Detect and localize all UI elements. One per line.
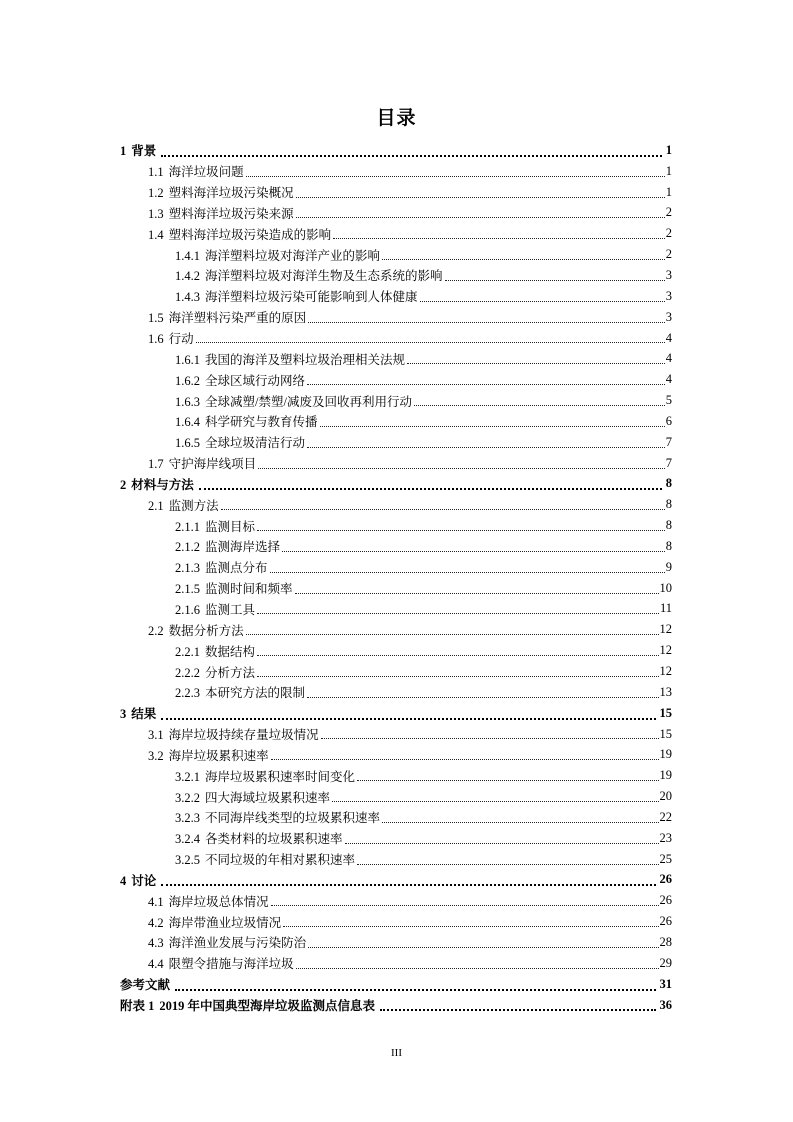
dot-leader [382,822,658,823]
toc-entry-number: 4.1 [148,894,164,909]
toc-entry-label: 海洋塑料垃圾对海洋产业的影响 [205,248,381,263]
dot-leader [307,447,665,448]
toc-entry-label: 监测目标 [205,519,256,534]
toc-entry-page: 26 [659,872,672,887]
toc-entry[interactable] [120,432,672,453]
toc-entry[interactable] [120,474,672,495]
toc-entry-number: 3.2.1 [175,769,200,784]
toc-entry-label: 海洋塑料污染严重的原因 [168,311,307,326]
toc-entry[interactable] [120,744,672,765]
toc-entry-title [175,433,307,451]
dot-leader [270,572,665,573]
toc-entry-label: 数据分析方法 [168,623,244,638]
toc-entry-page: 12 [659,622,672,637]
toc-entry-number: 2.1.2 [175,540,200,555]
toc-entry-title [175,829,345,847]
toc-entry[interactable] [120,140,672,161]
toc-entry-page: 25 [659,851,672,866]
toc-entry-title [175,412,320,430]
toc-entry-page: 26 [659,914,672,929]
toc-entry-label: 塑料海洋垃圾污染造成的影响 [168,227,332,242]
toc-entry-title [175,287,420,305]
toc-entry[interactable] [120,557,672,578]
toc-entry-number: 1.3 [148,206,164,221]
toc-entry-title [120,871,158,889]
toc-entry-title [175,517,257,535]
toc-entry-title [148,162,246,180]
toc-entry-label: 数据结构 [205,644,256,659]
toc-entry-page: 13 [659,684,672,699]
toc-entry-number: 1.6.2 [175,373,200,388]
toc-entry-number: 2.1 [148,498,164,513]
toc-entry-label: 海洋塑料垃圾对海洋生物及生态系统的影响 [205,269,443,284]
toc-entry-title [148,892,271,910]
page-title: 目录 [376,107,417,129]
dot-leader [357,864,658,865]
toc-entry-label: 全球区域行动网络 [205,373,306,388]
toc-entry-number: 1.6.3 [175,394,200,409]
toc-entry-title [175,266,445,284]
toc-entry-page: 8 [665,497,672,512]
toc-entry-number: 1.4.3 [175,290,200,305]
toc-entry-page: 5 [665,393,672,408]
dot-leader [257,676,658,677]
toc-entry-number: 2.2 [148,623,164,638]
toc-entry-page: 29 [659,955,672,970]
toc-entry-title [175,350,407,368]
dot-leader [321,738,659,739]
toc-entry-number: 1.1 [148,165,164,180]
toc-entry[interactable] [120,286,672,307]
toc-entry-number: 1.2 [148,186,164,201]
toc-entry[interactable] [120,765,672,786]
toc-entry-title [148,496,221,514]
dot-leader [257,613,659,614]
toc-entry-number: 4 [120,873,127,888]
toc-entry-label: 监测时间和频率 [205,582,293,597]
toc-entry-number: 1.6.5 [175,436,200,451]
toc-entry-title [175,850,357,868]
toc-entry-page: 4 [665,351,672,366]
toc-entry-title [148,933,308,951]
toc-entry-page: 3 [665,309,672,324]
dot-leader [271,759,659,760]
dot-leader [257,655,658,656]
toc-entry[interactable] [120,536,672,557]
dot-leader [308,947,658,948]
toc-entry-title [175,579,295,597]
toc-entry-page: 2 [665,247,672,262]
toc-entry-label: 参考文献 [120,978,171,993]
toc-entry-label: 四大海域垃圾累积速率 [205,790,331,805]
toc-entry[interactable] [120,453,672,474]
toc-entry-title [175,392,414,410]
dot-leader [246,176,665,177]
toc-entry-page: 7 [665,434,672,449]
toc-entry-number: 4.4 [148,957,164,972]
dot-leader [161,155,661,157]
toc-entry-label: 守护海岸线项目 [168,457,257,472]
toc-entry-label: 海洋塑料垃圾污染可能影响到人体健康 [205,290,418,305]
toc-entry-number: 2.2.1 [175,644,200,659]
toc-entry[interactable] [120,348,672,369]
toc-entry-number: 2.1.1 [175,519,200,534]
dot-leader [380,1009,655,1011]
toc-entry[interactable] [120,182,672,203]
toc-entry-title [120,475,196,493]
toc-entry[interactable] [120,682,672,703]
toc-entry-page: 2 [665,205,672,220]
toc-entry-number: 2.2.2 [175,665,200,680]
toc-entry-title [175,767,357,785]
toc-entry-label: 海洋垃圾问题 [168,165,244,180]
toc-entry-page: 4 [665,330,672,345]
toc-entry-number: 3.2 [148,748,164,763]
toc-entry-label: 监测方法 [168,498,219,513]
toc-entry-title [148,746,271,764]
toc-entry-title [148,725,321,743]
dot-leader [175,989,655,991]
toc-entry[interactable] [120,244,672,265]
toc-entry-page: 3 [665,288,672,303]
toc-entry-title [175,808,382,826]
toc-entry-number: 2.1.6 [175,602,200,617]
toc-entry-label: 我国的海洋及塑料垃圾治理相关法规 [205,352,406,367]
toc-entry[interactable] [120,494,672,515]
toc-entry-label: 海洋渔业发展与污染防治 [168,936,307,951]
toc-entry-number: 1.6.4 [175,415,200,430]
toc-entry-number: 1.4 [148,227,164,242]
dot-leader [332,801,658,802]
toc-entry-label: 不同海岸线类型的垃圾累积速率 [205,811,381,826]
toc-entry-title [120,975,172,993]
toc-entry-number: 3.2.4 [175,832,200,847]
toc-entry-page: 8 [665,538,672,553]
toc-entry-title [175,246,382,264]
toc-entry-title [148,308,308,326]
toc-entry-page: 12 [659,664,672,679]
dot-leader [161,718,655,720]
dot-leader [161,884,655,886]
toc-entry[interactable] [120,828,672,849]
page-number: III [391,1047,402,1059]
toc-entry-page: 31 [659,976,672,991]
toc-entry-page: 28 [659,934,672,949]
toc-entry-title [120,996,377,1014]
toc-entry-title [148,454,258,472]
toc-entry-number: 2.1.5 [175,582,200,597]
dot-leader [283,926,658,927]
dot-leader [296,217,665,218]
toc-entry-number: 1.4.2 [175,269,200,284]
dot-leader [295,593,659,594]
toc-entry-title [175,663,257,681]
toc-entry-page: 19 [659,768,672,783]
toc-entry[interactable] [120,953,672,974]
toc-entry[interactable] [120,911,672,932]
toc-entry[interactable] [120,265,672,286]
toc-entry-page: 10 [659,580,672,595]
toc-entry-label: 海岸垃圾持续存量垃圾情况 [168,728,319,743]
toc-entry-number: 3.2.5 [175,853,200,868]
toc-entry-page: 7 [665,455,672,470]
toc-entry-page: 1 [665,163,672,178]
dot-leader [308,322,665,323]
toc-entry-number: 1.6.1 [175,352,200,367]
toc-entry-number: 3.2.2 [175,790,200,805]
dot-leader [320,426,665,427]
toc-entry-label: 海岸垃圾总体情况 [168,894,269,909]
toc-entry-number: 附表 1 [120,999,155,1014]
dot-leader [221,509,665,510]
toc-entry-label: 塑料海洋垃圾污染概况 [168,186,294,201]
toc-entry-title [175,537,282,555]
toc-entry-number: 2 [120,477,127,492]
toc-entry-number: 2.2.3 [175,686,200,701]
toc-entry-label: 海岸垃圾累积速率 [168,748,269,763]
dot-leader [445,280,665,281]
toc-entry-label: 材料与方法 [131,477,194,492]
dot-leader [246,634,659,635]
toc-entry-title [175,600,257,618]
dot-leader [296,197,665,198]
toc-entry-number: 3.2.3 [175,811,200,826]
toc-entry[interactable] [120,932,672,953]
toc-entry-label: 行动 [168,332,194,347]
toc-entry-page: 12 [659,643,672,658]
dot-leader [282,551,665,552]
toc-entry-number: 1.5 [148,311,164,326]
toc-entry-label: 海岸垃圾累积速率时间变化 [205,769,356,784]
toc-entry-number: 2.1.3 [175,561,200,576]
toc-entry-page: 15 [659,726,672,741]
toc-entry[interactable] [120,786,672,807]
toc-entry[interactable] [120,599,672,620]
toc-entry-number: 3 [120,707,127,722]
toc-entry-title [148,183,296,201]
toc-entry-number: 3.1 [148,728,164,743]
toc-entry-title [120,141,158,159]
dot-leader [357,780,658,781]
dot-leader [307,384,665,385]
dot-leader [307,697,658,698]
toc-entry-title [175,683,307,701]
toc-entry-title [148,204,296,222]
toc-entry-page: 4 [665,372,672,387]
toc-entry[interactable] [120,619,672,640]
toc-entry-title [175,371,307,389]
toc-entry[interactable] [120,307,672,328]
toc-entry[interactable] [120,640,672,661]
toc-entry-title [120,704,158,722]
toc-entry[interactable] [120,203,672,224]
dot-leader [333,238,665,239]
toc-entry-title [148,913,283,931]
toc-entry-title [148,329,196,347]
table-of-contents [120,140,672,1015]
toc-entry[interactable] [120,328,672,349]
toc-entry-label: 不同垃圾的年相对累积速率 [205,853,356,868]
dot-leader [407,363,665,364]
toc-entry-page: 19 [659,747,672,762]
toc-entry-label: 海岸带渔业垃圾情况 [168,915,282,930]
dot-leader [257,530,665,531]
toc-entry-page: 9 [665,559,672,574]
toc-entry-label: 结果 [131,707,157,722]
toc-entry-label: 分析方法 [205,665,256,680]
toc-entry-page: 3 [665,267,672,282]
toc-entry[interactable] [120,369,672,390]
toc-entry[interactable] [120,807,672,828]
toc-entry[interactable] [120,411,672,432]
toc-entry-page: 8 [665,518,672,533]
toc-entry-label: 各类材料的垃圾累积速率 [205,832,343,847]
toc-entry-label: 科学研究与教育传播 [205,415,318,430]
toc-entry-page: 23 [659,830,672,845]
toc-entry-page: 11 [659,601,672,616]
toc-entry-label: 全球减塑/禁塑/减废及回收再利用行动 [205,394,412,409]
toc-entry-number: 1.6 [148,332,164,347]
toc-entry[interactable] [120,515,672,536]
toc-entry-label: 背景 [131,144,157,159]
dot-leader [258,468,665,469]
dot-leader [345,843,659,844]
toc-entry[interactable] [120,161,672,182]
toc-entry-page: 1 [665,142,672,157]
toc-entry-title [148,954,296,972]
dot-leader [199,488,662,490]
toc-entry[interactable] [120,703,672,724]
toc-entry-title [175,788,332,806]
toc-entry-page: 1 [665,184,672,199]
dot-leader [196,342,665,343]
toc-entry[interactable] [120,661,672,682]
toc-entry-page: 8 [665,476,672,491]
toc-entry-label: 监测点分布 [205,561,268,576]
toc-entry-page: 20 [659,789,672,804]
toc-entry-number: 1.4.1 [175,248,200,263]
toc-entry[interactable] [120,578,672,599]
toc-entry[interactable] [120,995,672,1016]
toc-entry-page: 22 [659,809,672,824]
dot-leader [420,301,665,302]
toc-entry-number: 4.2 [148,915,164,930]
toc-entry-label: 2019 年中国典型海岸垃圾监测点信息表 [159,999,376,1014]
toc-entry[interactable] [120,390,672,411]
toc-entry-label: 塑料海洋垃圾污染来源 [168,206,294,221]
toc-entry-number: 1 [120,144,127,159]
toc-entry-label: 限塑令措施与海洋垃圾 [168,957,294,972]
toc-entry-title [175,558,270,576]
toc-entry[interactable] [120,223,672,244]
toc-entry-label: 本研究方法的限制 [205,686,306,701]
toc-entry-page: 15 [659,705,672,720]
toc-entry-label: 监测工具 [205,602,256,617]
toc-entry-title [148,621,246,639]
dot-leader [271,905,659,906]
toc-entry-label: 监测海岸选择 [205,540,281,555]
toc-entry-page: 26 [659,893,672,908]
toc-entry[interactable] [120,890,672,911]
toc-entry-title [175,642,257,660]
dot-leader [296,968,659,969]
toc-entry-page: 36 [659,997,672,1012]
toc-entry-number: 4.3 [148,936,164,951]
dot-leader [414,405,665,406]
toc-entry-number: 1.7 [148,457,164,472]
toc-entry-page: 2 [665,226,672,241]
toc-entry-label: 讨论 [131,873,157,888]
toc-entry[interactable] [120,849,672,870]
toc-entry-page: 6 [665,413,672,428]
dot-leader [382,259,665,260]
toc-entry[interactable] [120,974,672,995]
toc-entry[interactable] [120,870,672,891]
toc-entry-title [148,225,333,243]
toc-entry-label: 全球垃圾清洁行动 [205,436,306,451]
toc-entry[interactable] [120,724,672,745]
